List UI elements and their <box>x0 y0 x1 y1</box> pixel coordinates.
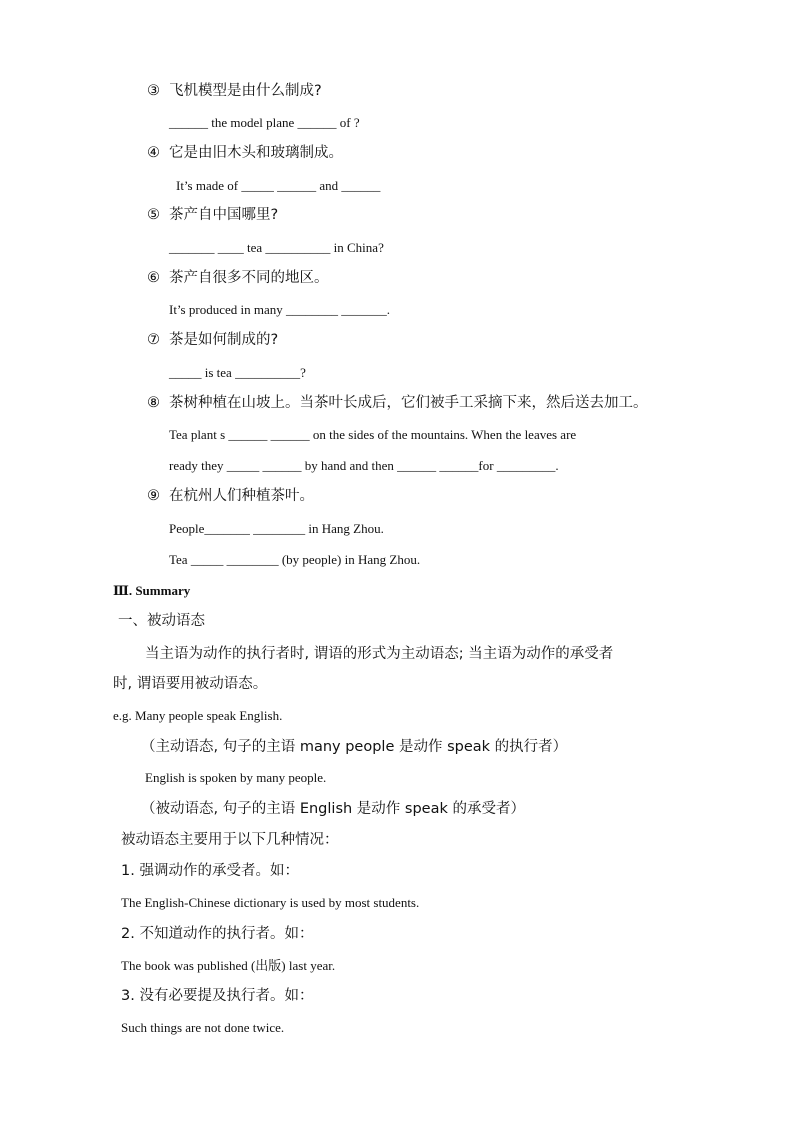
usage-item-2: 2. 不知道动作的执行者。如： <box>121 926 314 942</box>
question-8-english-line1: Tea plant s ______ ______ on the sides of the mountains. When the leaves are <box>169 427 577 442</box>
question-number: ③ <box>147 83 160 99</box>
question-4-english: It’s made of _____ ______ and ______ <box>176 178 381 193</box>
usage-item-2-example: The book was published (出版) last year. <box>121 958 336 973</box>
question-4-chinese <box>147 143 343 163</box>
usage-item-3: 3. 没有必要提及执行者。如： <box>121 988 314 1004</box>
question-text: 飞机模型是由什么制成? <box>169 83 322 99</box>
question-text: 它是由旧木头和玻璃制成。 <box>169 145 343 161</box>
question-number: ⑨ <box>147 488 160 504</box>
example-active-note: （主动语态, 句子的主语 many people 是动作 speak 的执行者） <box>141 739 568 755</box>
usage-intro: 被动语态主要用于以下几种情况： <box>121 832 339 848</box>
question-text: 茶产自很多不同的地区。 <box>169 270 329 286</box>
usage-item-3-example: Such things are not done twice. <box>121 1020 285 1035</box>
question-9-english-line1: People_______ ________ in Hang Zhou. <box>169 521 384 536</box>
question-9-chinese <box>147 486 314 506</box>
usage-item-1: 1. 强调动作的承受者。如： <box>121 863 299 879</box>
summary-heading: Ⅲ. Summary <box>113 583 191 598</box>
question-text: 在杭州人们种植茶叶。 <box>169 488 314 504</box>
question-text: 茶产自中国哪里? <box>169 207 279 223</box>
question-number: ⑧ <box>147 395 160 411</box>
question-6-english: It’s produced in many ________ _______. <box>169 302 390 317</box>
question-number: ④ <box>147 145 160 161</box>
question-5-english: _______ ____ tea __________ in China? <box>169 240 384 255</box>
question-number: ⑦ <box>147 332 160 348</box>
question-3-chinese <box>147 81 322 101</box>
passive-voice-definition-line2: 时, 谓语要用被动语态。 <box>113 676 268 692</box>
question-8-chinese <box>147 393 648 413</box>
question-text: 茶树种植在山坡上。当茶叶长成后，它们被手工采摘下来，然后送去加工。 <box>169 395 648 411</box>
passive-voice-definition-line1: 当主语为动作的执行者时, 谓语的形式为主动语态; 当主语为动作的承受者 <box>145 646 614 662</box>
question-text: 茶是如何制成的? <box>169 332 279 348</box>
question-8-english-line2: ready they _____ ______ by hand and then ______ ______for _________. <box>169 458 559 473</box>
question-7-chinese <box>147 330 278 350</box>
example-passive-note: （被动语态, 句子的主语 English 是动作 speak 的承受者） <box>141 801 525 817</box>
question-number: ⑥ <box>147 270 160 286</box>
question-3-english: ______ the model plane ______ of ? <box>169 115 360 130</box>
example-active: e.g. Many people speak English. <box>113 708 283 723</box>
question-5-chinese <box>147 205 278 225</box>
question-9-english-line2: Tea _____ ________ (by people) in Hang Zhou. <box>169 552 421 567</box>
question-6-chinese <box>147 268 329 288</box>
usage-item-1-example: The English-Chinese dictionary is used by most students. <box>121 895 420 910</box>
example-passive: English is spoken by many people. <box>145 770 327 785</box>
question-number: ⑤ <box>147 207 160 223</box>
passive-voice-subheading: 一、被动语态 <box>118 613 205 629</box>
question-7-english: _____ is tea __________? <box>169 365 306 380</box>
